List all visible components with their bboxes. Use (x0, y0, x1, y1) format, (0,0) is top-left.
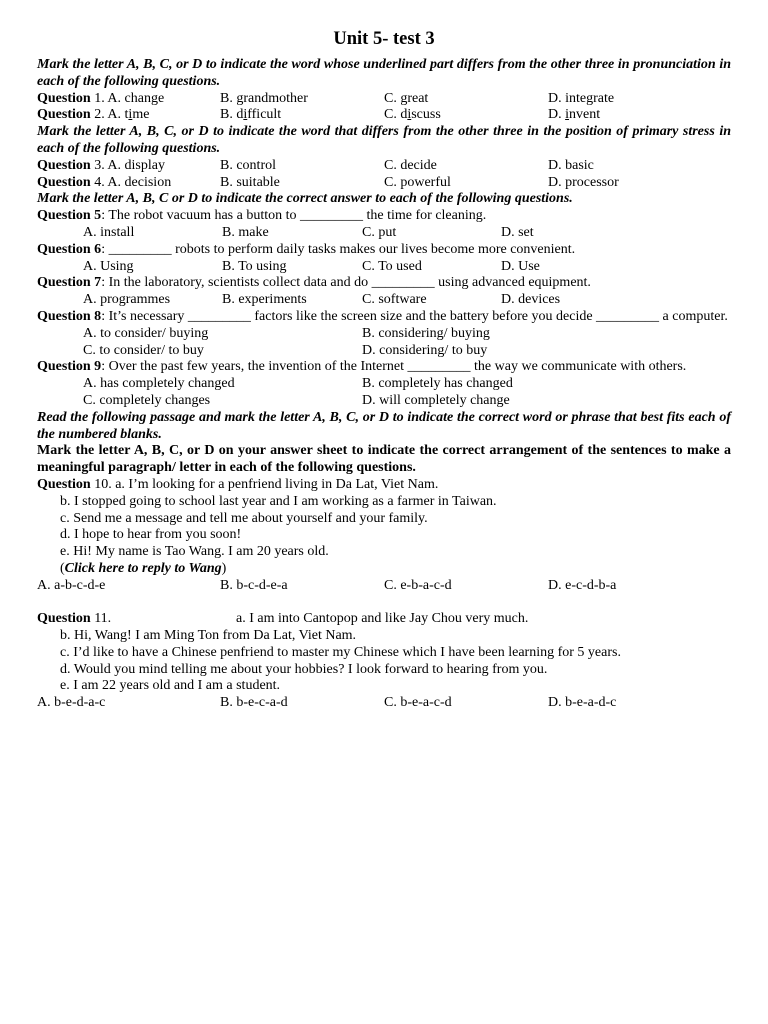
instruction-correct-answer: Mark the letter A, B, C or D to indicate the correct answer to each of the following questions. (37, 191, 573, 207)
question-text: : It’s necessary _________ factors like the screen size and the battery before you decide _________ a computer. (101, 308, 728, 324)
question-text: : In the laboratory, scientists collect data and do _________ using advanced equipment. (101, 275, 591, 291)
question-7-options (37, 292, 731, 309)
question-2-stem: Question 2. A. time (37, 107, 150, 123)
question-text: : Over the past few years, the invention of the Internet _________ the way we communicate with others. (101, 359, 687, 375)
sentence-e: e. I am 22 years old and I am a student. (60, 678, 281, 694)
option-a: A. to consider/ buying (83, 325, 209, 341)
question-label: Question 5 (37, 208, 102, 224)
option-a: A. programmes (83, 292, 171, 308)
question-label: Question 8 (37, 308, 102, 324)
option-d: D. considering/ to buy (362, 342, 488, 358)
option-d: D. e-c-d-b-a (548, 577, 617, 593)
option-c: C. completely changes (83, 392, 211, 408)
question-3-stem: Question 3. A. display (37, 157, 165, 173)
question-9 (37, 359, 731, 376)
sentence-e: e. Hi! My name is Tao Wang. I am 20 years old. (60, 544, 329, 560)
option-b: B. control (220, 157, 276, 173)
option-c: C. put (362, 224, 397, 240)
question-9-options-row1 (37, 376, 731, 393)
question-4-stem: Question 4. A. decision (37, 174, 172, 190)
option-c: C. discuss (384, 107, 441, 123)
option-d: D. b-e-a-d-c (548, 695, 617, 711)
question-5-options (37, 225, 731, 242)
option-d: D. devices (501, 292, 561, 308)
option-c: C. to consider/ to buy (83, 342, 204, 358)
option-a: A. has completely changed (83, 376, 235, 392)
reply-link: Click here to reply to Wang (64, 560, 222, 576)
option-b: B. To using (222, 258, 287, 274)
option-b: B. difficult (220, 107, 282, 123)
sentence-d: d. Would you mind telling me about your hobbies? I look forward to hearing from you. (60, 661, 548, 677)
option-a: A. a-b-c-d-e (37, 577, 106, 593)
option-d: D. Use (501, 258, 540, 274)
sentence-c: c. I’d like to have a Chinese penfriend to master my Chinese which I have been learning for 5 years. (60, 644, 621, 660)
option-d: D. will completely change (362, 392, 510, 408)
option-a: A. change (107, 90, 165, 106)
reply-link-line: (Click here to reply to Wang) (60, 560, 227, 576)
question-1-stem: Question 1. A. change (37, 90, 165, 106)
option-d: D. basic (548, 157, 594, 173)
option-d: D. integrate (548, 90, 615, 106)
question-label: Question 9 (37, 359, 102, 375)
option-a: A. b-e-d-a-c (37, 695, 106, 711)
question-text: : _________ robots to perform daily tasks makes our lives become more convenient. (101, 241, 576, 257)
sentence-c: c. Send me a message and tell me about yourself and your family. (60, 510, 428, 526)
option-d: D. invent (548, 107, 601, 123)
question-3 (37, 158, 731, 175)
instruction-pronunciation: Mark the letter A, B, C, or D to indicate the word whose underlined part differs from the other three in pronunciation in each of the following questions. (37, 57, 731, 89)
question-8-options-row1 (37, 326, 731, 343)
option-d: D. processor (548, 174, 619, 190)
option-c: C. great (384, 90, 429, 106)
question-6 (37, 242, 731, 259)
option-c: C. decide (384, 157, 437, 173)
option-b: B. suitable (220, 174, 280, 190)
option-c: C. software (362, 292, 427, 308)
sentence-a: a. I am into Cantopop and like Jay Chou very much. (236, 611, 529, 627)
option-b: B. grandmother (220, 90, 308, 106)
question-label: Question (37, 90, 91, 106)
option-b: B. experiments (222, 292, 307, 308)
page-title: Unit 5- test 3 (333, 29, 435, 49)
question-8 (37, 309, 731, 326)
question-5 (37, 208, 731, 225)
option-a: A. install (83, 224, 135, 240)
option-b: B. b-c-d-e-a (220, 577, 288, 593)
option-c: C. To used (362, 258, 422, 274)
question-7 (37, 275, 731, 292)
sentence-b: b. Hi, Wang! I am Ming Ton from Da Lat, Viet Nam. (60, 628, 357, 644)
question-text: : The robot vacuum has a button to _________ the time for cleaning. (101, 208, 487, 224)
sentence-b: b. I stopped going to school last year and I am working as a farmer in Taiwan. (60, 493, 497, 509)
option-b: B. make (222, 224, 269, 240)
question-label: Question (37, 611, 91, 627)
worksheet (37, 28, 731, 712)
question-8-options-row2 (37, 343, 731, 360)
question-10-options (37, 578, 731, 595)
option-c: C. b-e-a-c-d (384, 695, 452, 711)
option-c: C. e-b-a-c-d (384, 577, 452, 593)
question-1 (37, 91, 731, 108)
question-10 (37, 477, 731, 595)
instruction-stress: Mark the letter A, B, C, or D to indicate the word that differs from the other three in the position of primary stress in each of the following questions. (37, 124, 731, 156)
question-label: Question 7 (37, 275, 102, 291)
question-label: Question 6 (37, 241, 102, 257)
sentence-d: d. I hope to hear from you soon! (60, 527, 242, 543)
question-4 (37, 175, 731, 192)
option-d: D. set (501, 224, 534, 240)
question-11: Question 11. a. I am into Cantopop and like Jay Chou very much. b. Hi, Wang! I am Ming Ton from Da Lat, Viet Nam. c. I’d like to have a Chinese penfriend to master my Chinese which I have been learning for 5 years. d. Would you mind telling me about your hobbies? I look forward to hearing from you. e. I am 22 years old and I am a student. A. b-e-d-a-c B. b-e-c-a-d C. b-e-a-c-d D. b-e-a-d-c (37, 611, 731, 712)
question-label: Question (37, 107, 91, 123)
option-a: A. Using (83, 258, 134, 274)
question-9-options-row2 (37, 393, 731, 410)
option-b: B. completely has changed (362, 376, 513, 392)
option-b: B. considering/ buying (362, 325, 490, 341)
instruction-arrangement: Mark the letter A, B, C, or D on your answer sheet to indicate the correct arrangement of the sentences to make a meaningful paragraph/ letter in each of the following questions. (37, 443, 731, 476)
question-11-options (37, 695, 731, 712)
question-2 (37, 107, 731, 124)
instruction-passage: Read the following passage and mark the letter A, B, C, or D to indicate the correct word or phrase that best fits each of the numbered blanks. (37, 409, 731, 442)
question-label: Question (37, 476, 91, 492)
option-b: B. b-e-c-a-d (220, 695, 288, 711)
option-c: C. powerful (384, 174, 451, 190)
sentence-a: 10. a. I’m looking for a penfriend living in Da Lat, Viet Nam. (90, 476, 439, 492)
question-6-options (37, 259, 731, 276)
